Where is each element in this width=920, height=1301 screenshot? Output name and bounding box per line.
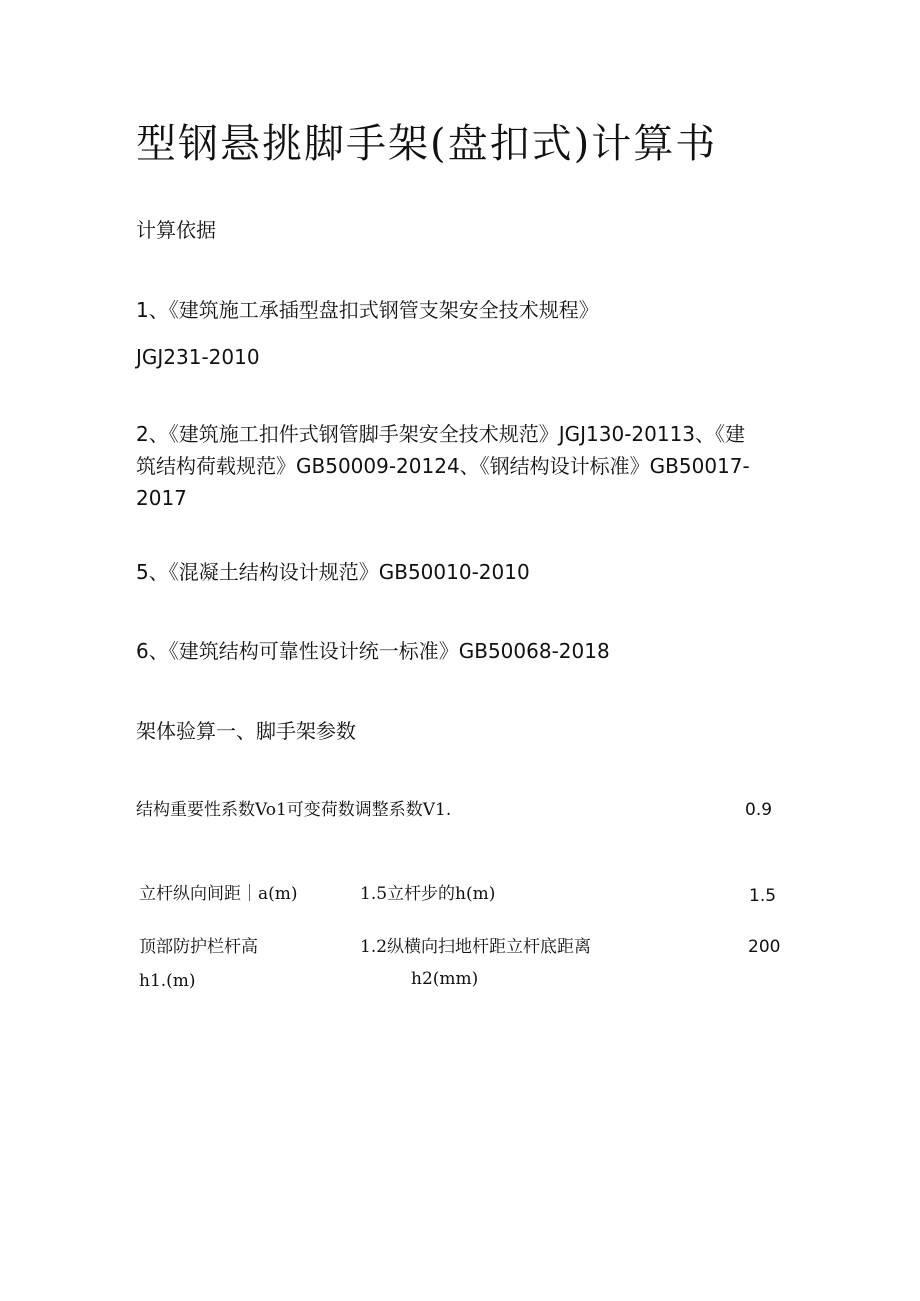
param-row2-label-b: 1.5立杆步的h(m) (360, 884, 496, 904)
reference-1-line-2: JGJ231-2010 (136, 345, 260, 369)
param-row3-label-a-line2: h1.(m) (139, 971, 196, 991)
section-heading: 架体验算一、脚手架参数 (136, 719, 356, 743)
reference-2-line-1: 2、《建筑施工扣件式钢管脚手架安全技术规范》JGJ130-20113、《建 (136, 422, 746, 446)
param-row3-label-a-line1: 顶部防护栏杆高 (139, 937, 258, 957)
param-row2-value: 1.5 (749, 886, 777, 906)
reference-6: 6、《建筑结构可靠性设计统一标准》GB50068-2018 (136, 639, 610, 663)
param-row3-label-b-line1: 1.2纵横向扫地杆距立杆底距离 (360, 937, 592, 957)
reference-5: 5、《混凝土结构设计规范》GB50010-2010 (136, 560, 530, 584)
param-row3-label-b-line2: h2(mm) (411, 969, 479, 989)
param-row1-label: 结构重要性系数Vo1可变荷数调整系数V1. (136, 800, 452, 820)
param-row2-label-a: 立杆纵向间距｜a(m) (139, 884, 298, 904)
reference-2-line-3: 2017 (136, 486, 187, 510)
basis-heading: 计算依据 (136, 218, 216, 242)
param-row3-value: 200 (748, 937, 781, 957)
reference-2-paragraph (136, 418, 786, 514)
page-title: 型钢悬挑脚手架(盘扣式)计算书 (136, 121, 718, 167)
reference-1-line-1: 1、《建筑施工承插型盘扣式钢管支架安全技术规程》 (136, 298, 599, 322)
reference-2-line-2: 筑结构荷载规范》GB50009-20124、《钢结构设计标准》GB50017- (136, 454, 750, 478)
param-row1-value: 0.9 (745, 800, 773, 820)
